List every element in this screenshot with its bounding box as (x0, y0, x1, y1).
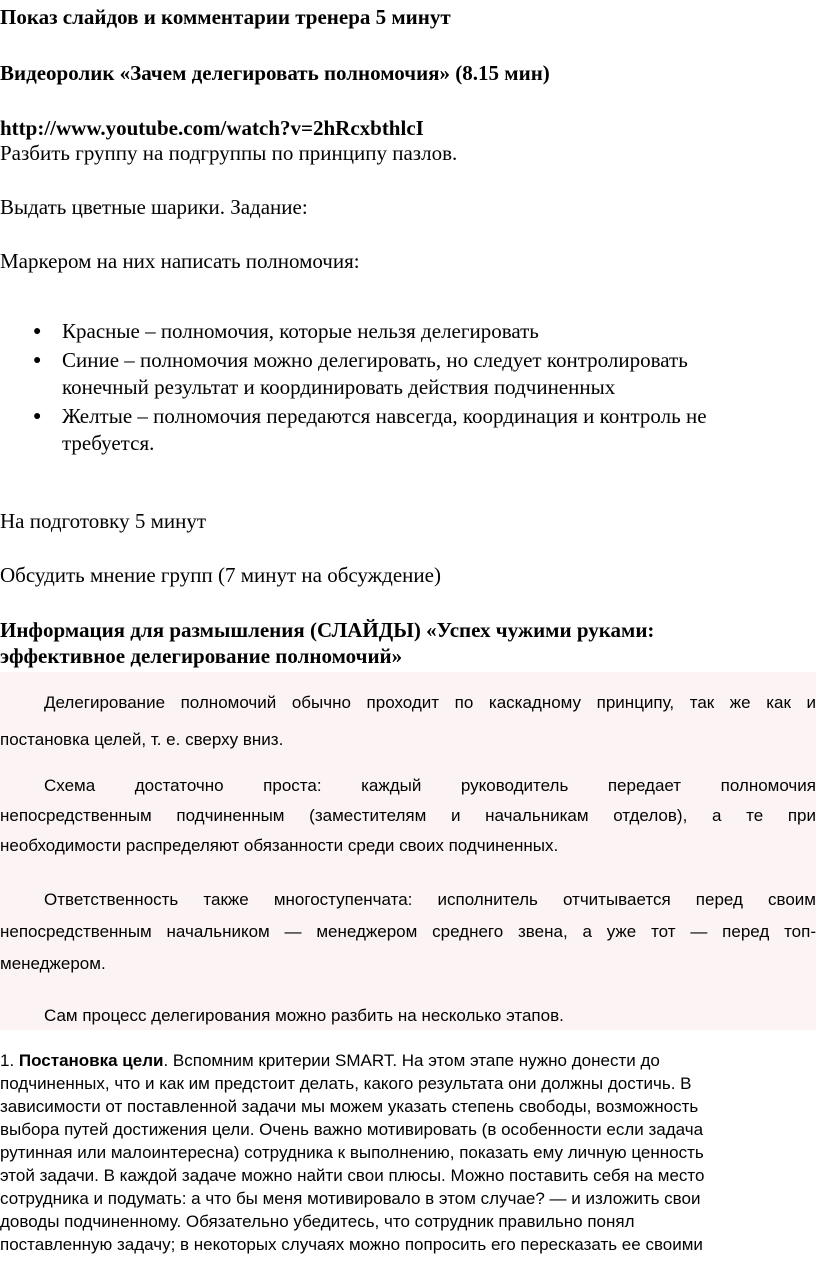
discussion-text: Обсудить мнение групп (7 минут на обсуждение) (0, 563, 441, 587)
list-item-yellow: ● Желтые – полномочия передаются навсегда, координация и контроль не требуется. (33, 404, 707, 455)
prep-time-text: На подготовку 5 минут (0, 509, 207, 533)
info-heading-line2: эффективное делегирование полномочий» (0, 644, 403, 668)
list-item-red: ● Красные – полномочия, которые нельзя делегировать (33, 319, 539, 343)
step-goal-setting: 1. Постановка цели. Вспомним критерии SMART. На этом этапе нужно донести до подчиненных, что и как им предстоит делать, какого результата они должны достичь. В зависимости от поставленной задачи мы можем указать степень свободы, возможность выбора путей достижения цели. Очень важно мотивировать (в особенности если задача рутинная или малоинтересна) сотрудника к выполнению, показать ему личную ценность этой задачи. В каждой задаче можно найти свои плюсы. Можно поставить себя на место сотрудника и подумать: а что бы меня мотивировало в этом случае? — и изложить свои доводы подчиненному. Обязательно убедитесь, что сотрудник правильно понял поставленную задачу; в некоторых случаях можно попросить его пересказать ее своими (0, 1051, 705, 1254)
split-groups-text: Разбить группу на подгруппы по принципу пазлов. (0, 141, 458, 165)
paragraph-scheme: Схема достаточно проста: каждый руководитель передает полномочия непосредственным подчиненным (заместителям и начальникам отделов), а те при необходимости распределяют обязанности среди своих подчиненных. (0, 776, 816, 855)
step-title: Постановка цели (18, 1051, 164, 1070)
paragraph-responsibility: Ответственность также многоступенчата: исполнитель отчитывается перед своим непосредственным начальником — менеджером среднего звена, а уже тот — перед топ- менеджером. (0, 890, 816, 973)
slides-heading: Показ слайдов и комментарии тренера 5 минут (0, 5, 451, 29)
authority-color-list (0, 318, 816, 459)
list-item-blue: ● Синие – полномочия можно делегировать, но следует контролировать конечный результат и координировать действия подчиненных (33, 348, 688, 399)
video-link[interactable]: http://www.youtube.com/watch?v=2hRcxbthlcI (0, 116, 424, 140)
info-heading-line1: Информация для размышления (СЛАЙДЫ) «Успех чужими руками: (0, 618, 655, 642)
paragraph-cascade: Делегирование полномочий обычно проходит по каскадному принципу, так же как и постановка целей, т. е. сверху вниз. (0, 693, 816, 749)
marker-instruction-text: Маркером на них написать полномочия: (0, 249, 360, 273)
balloons-task-text: Выдать цветные шарики. Задание: (0, 195, 308, 219)
bullet-dot-icon: ● (33, 324, 42, 339)
step-number: 1. (0, 1051, 19, 1070)
video-heading: Видеоролик «Зачем делегировать полномочия» (8.15 мин) (0, 61, 550, 85)
paragraph-stages: Сам процесс делегирования можно разбить на несколько этапов. (44, 1006, 564, 1025)
bullet-dot-icon: ● (33, 353, 42, 368)
bullet-dot-icon: ● (33, 409, 42, 424)
